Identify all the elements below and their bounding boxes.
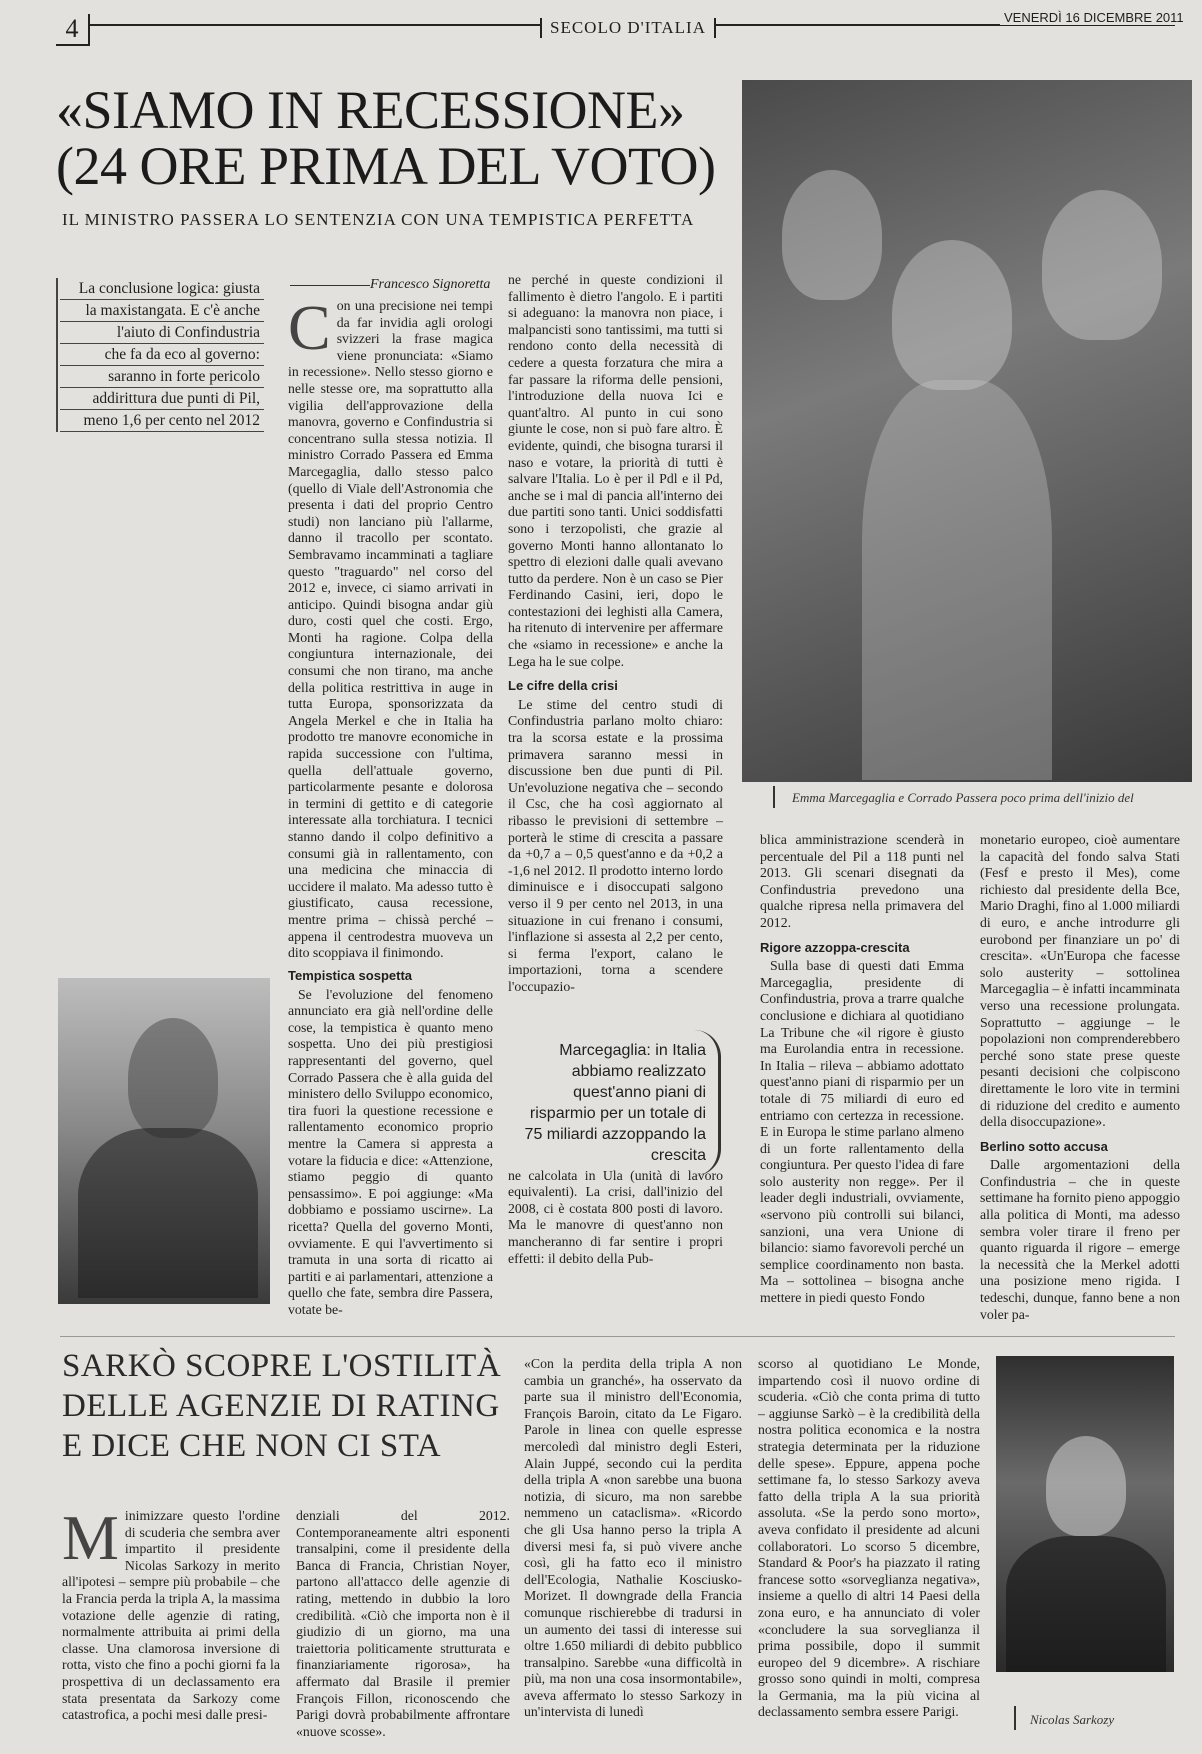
page-number: 4	[56, 14, 90, 46]
article2-column-3	[524, 1356, 742, 1746]
pull-quote-box	[60, 278, 264, 432]
paper-date: VENERDÌ 16 DICEMBRE 2011	[1000, 10, 1188, 25]
article-separator	[60, 1336, 1175, 1337]
article2-headline	[62, 1346, 512, 1466]
headline-line-1: SARKÒ SCOPRE L'OSTILITÀ	[62, 1348, 502, 1384]
photo-caption-sarkozy: Nicolas Sarkozy	[1030, 1712, 1115, 1727]
paragraph: inimizzare questo l'ordine di scuderia che sembra aver impartito il presidente Nicolas Sarkozy in merito all'ipotesi – sempre più probabile – che la Francia perda la tripla A, la massima votazione delle agenzie di rating, normalmente attribuita ai primi della classe. Una clamorosa inversione di rotta, visto che fino a pochi giorni fa la prospettiva di un declassamento era stata presentata da Sarkozy come catastrofica, a pochi mesi dalle presi-	[62, 1508, 280, 1723]
article1-subhead: IL MINISTRO PASSERA LO SENTENZIA CON UNA TEMPISTICA PERFETTA	[62, 210, 695, 229]
subheading-rigore: Rigore azzoppa-crescita	[760, 939, 910, 955]
dropcap: C	[288, 292, 331, 363]
highlight-quote: Marcegaglia: in Italia abbiamo realizzato quest'anno piani di risparmio per un totale di 75 miliardi azzoppando la crescita	[524, 1042, 706, 1164]
paragraph: on una precisione nei tempi da far invidia agli orologi svizzeri la frase magica viene pronunciata: «Siamo in recessione». Nello stesso giorno e nelle stesse ore, ma soprattutto alla vigilia dell'approvazione della manovra, governo e Confindustria si concentrano sulla stessa notizia. Il ministro Corrado Passera ed Emma Marcegaglia, dallo stesso palco (quello di Viale dell'Astronomia che presenta i dati del proprio Centro studi) non lanciano più l'allarme, danno il tracollo per scontato. Sembravamo incamminati a tagliare questo "traguardo" nel corso del 2012 e, invece, ci siamo arrivati in anticipo. Quindi bisogna andar giù duro, costi quel che costi. Ergo, Monti ha ragione. Colpa della congiuntura internazionale, dei consumi che non tirano, ma anche della politica restrittiva in auge in tutta Europa, sponsorizzata da Angela Merkel e che in Italia ha prodotto tre manovre economiche in rapida successione con l'ultima, quella dell'attuale governo, particolarmente pesante e dolorosa in termini di gettito e di categorie interessate alla torchiatura. I tecnici stanno dando il colpo definitivo a consumi già in rallentamento, con una medicina che minaccia di uccidere il malato. Ma adesso tutto è giustificato, causa recessione, mentre prima – chissà perché – appena il centrodestra muoveva un dito scoppiava il finimondo.	[288, 298, 493, 961]
pull-line: la maxistangata. E c'è anche	[60, 300, 264, 322]
article2-column-4	[758, 1356, 980, 1746]
dropcap: M	[62, 1502, 119, 1573]
paragraph: Le stime del centro studi di Confindustria parlano molto chiaro: tra la scorsa estate e la prossima primavera saranno messi in discussione ben due punti di Pil. Un'evoluzione negativa che – secondo il Csc, che ha così aggiornato al ribasso le previsioni di settembre – porterà le stime di crescita a passare da +0,7 a – 0,5 quest'anno e da +0,2 a -1,6 nel 2012. Il prodotto interno lordo diminuisce e i disoccupati salgono verso il 9 per cento nel 2013, in una situazione in cui frenano i consumi, l'inflazione si assesta al 2,2 per cento, si ferma l'export, calano le importazioni, torna a scendere l'occupazio-	[508, 696, 723, 994]
paragraph: monetario europeo, cioè aumentare la capacità del fondo salva Stati (Fesf e presto il Mes), come richiesto dal presidente della Bce, Mario Draghi, fino al 1.000 miliardi di euro, e anche introdurre gli eurobond per finanziare un po' di crescita». «Un'Europa che facesse solo austerity – sottolinea Marcegaglia – è infatti incamminata verso una recessione prolungata. Soprattutto – aggiunge – le popolazioni non comprenderebbero perché sono state prese queste pesanti decisioni che colpiscono direttamente le loro vite in termini di riduzione del credito e aumento della disoccupazione».	[980, 832, 1180, 1130]
pull-line: l'aiuto di Confindustria	[60, 322, 264, 344]
byline: Francesco Signoretta	[370, 277, 491, 292]
paragraph: ne calcolata in Ula (unità di lavoro equivalenti). La crisi, dall'inizio del 2008, ci è costata 800 posti di lavoro. Ma le manovre di quest'anno non mancheranno di far sentire i propri effetti: il debito della Pub-	[508, 1167, 723, 1266]
pull-line: saranno in forte pericolo	[60, 366, 264, 388]
headline-line-1: «SIAMO IN RECESSIONE»	[56, 80, 685, 140]
paragraph: Dalle argomentazioni della Confindustria – che in queste settimane ha fornito pieno appoggio alla politica di Monti, ma adesso sembra voler tirare il freno per quanto riguarda il rigore – emerge la necessità che la Merkel adotti una posizione meno rigida. I tedeschi, dunque, fanno bene a non voler pa-	[980, 1157, 1180, 1322]
paper-name: SECOLO D'ITALIA	[540, 18, 716, 38]
article1-column-4	[980, 832, 1180, 1322]
article1-headline	[56, 82, 736, 194]
quote-bracket	[694, 1030, 721, 1176]
subheading-cifre: Le cifre della crisi	[508, 678, 618, 694]
pull-line: meno 1,6 per cento nel 2012	[60, 410, 264, 432]
headline-line-3: E DICE CHE NON CI STA	[62, 1428, 442, 1464]
photo-marcegaglia-passera	[742, 80, 1192, 782]
paragraph: denziali del 2012. Contemporaneamente altri esponenti transalpini, come il presidente della Banca di Francia, Christian Noyer, partono all'attacco delle agenzie di rating, mettendo in dubbio la loro credibilità. «Ciò che importa non è il giudizio di un giorno, ma una traiettoria politicamente strutturata e finanziariamente rigorosa», ha affermato dal Brasile il premier François Fillon, riconoscendo che Parigi dovrà probabilmente affrontare «nuove scosse».	[296, 1508, 510, 1739]
paragraph: «Con la perdita della tripla A non cambia un granché», ha osservato da parte sua il ministro dell'Economia, François Baroin, citato da Le Figaro. Parole in linea con quelle espresse mercoledì dal ministro degli Esteri, Alain Juppé, secondo cui la perdita della tripla A «non sarebbe una buona notizia, di sicuro, ma non sarebbe nemmeno un cataclisma». «Ricordo che gli Usa hanno perso la tripla A diversi mesi fa, si può vivere anche così, gli ha fatto eco il ministro dell'Ecologia, Nathalie Kosciusko-Morizet. Il downgrade della Francia comunque rischierebbe di tradursi in un aumento dei tassi di interesse sui oltre 1.650 miliardi di debito pubblico transalpino. Sarebbe «una difficoltà in più, ma non una cosa insormontabile», aveva affermato lo stesso Sarkozy in un'intervista di lunedì	[524, 1356, 742, 1720]
pull-line: La conclusione logica: giusta	[60, 278, 264, 300]
article2-column-1	[62, 1502, 280, 1744]
paragraph: Se l'evoluzione del fenomeno annunciato era già nell'ordine delle cose, la tempistica è quanto meno sospetta. Uno dei più prestigiosi rappresentanti del governo, quel Corrado Passera che è alla guida del ministero dello Sviluppo economico, tira fuori la questione recessione e rallentamento economico proprio mentre la Camera si appresta a votare la fiducia e dice: «Attenzione, stiamo peggio di quanto pensassimo». E poi aggiunge: «Ma dobbiamo e possiamo uscirne». La ricetta? Quella del governo Monti, ovviamente. E qui l'avvertimento si tramuta in una sorta di ricatto ai partiti e ai parlamentari, attenzione a quello che fate, sembra dire Passera, votate be-	[288, 986, 493, 1317]
byline-rule	[290, 285, 370, 286]
article2-column-2	[296, 1508, 510, 1744]
paragraph: ne perché in queste condizioni il fallimento è dietro l'angolo. E i partiti si adeguano: la manovra non piace, i malpancisti sono tantissimi, ma tutti si rendono conto della necessità di cedere a questa forzatura che mira a far passare la riforma delle pensioni, l'introduzione della nuova Ici e quant'altro. Al punto in cui sono giunte le cose, non si può fare altro. È evidente, quindi, che bisogna turarsi il naso e votare, la priorità di tutti è salvare l'Italia. Lo è per il Pdl e il Pd, anche se i mal di pancia all'interno dei due partiti sono tanti. Unici soddisfatti sono i terzopolisti, che grazie al governo Monti hanno allontanato lo spettro di elezioni dalle quali avevano tutto da perdere. Non è un caso se Pier Ferdinando Casini, ieri, dopo le contestazioni dei leghisti alla Camera, ha ritenuto di intervenire per affermare che «siamo in recessione» e anche la Lega ha le sue colpe.	[508, 272, 723, 669]
subheading-berlino: Berlino sotto accusa	[980, 1138, 1108, 1154]
article1-column-3	[760, 832, 964, 1306]
article1-column-1b	[288, 960, 493, 1317]
pull-line: addirittura due punti di Pil,	[60, 388, 264, 410]
photo-sarkozy	[996, 1356, 1174, 1672]
headline-line-2: (24 ORE PRIMA DEL VOTO)	[56, 136, 716, 196]
paragraph: Sulla base di questi dati Emma Marcegaglia, presidente di Confindustria, prova a trarre qualche conclusione e dichiara al quotidiano La Tribune che «il rigore è giusto ma Eurolandia entra in recessione. In Italia – rileva – abbiamo adottato quest'anno piani di risparmio per un totale di 75 miliardi di euro ed entriamo con certezza in recessione. E in Europa le stime parlano almeno di un forte rallentamento della congiuntura. Per questo l'idea di fare solo austerity non regge». Per il leader degli industriali, ovviamente, «servono più controlli sui bilanci, sanzioni, una vera Unione di bilancio: siamo favorevoli perché un semplice coordinamento non basta. Ma – sottolinea – bisogna anche mettere in piedi questo Fondo	[760, 958, 964, 1306]
paragraph: blica amministrazione scenderà in percentuale del Pil a 118 punti nel 2013. Gli scenari disegnati da Confindustria prevedono una qualche ripresa nella primavera del 2012.	[760, 832, 964, 930]
pull-line: che fa da eco al governo:	[60, 344, 264, 366]
caption-rule	[1014, 1706, 1016, 1730]
caption-rule	[773, 786, 775, 808]
headline-line-2: DELLE AGENZIE DI RATING	[62, 1388, 500, 1424]
paragraph: scorso al quotidiano Le Monde, impartendo così il nuovo ordine di scuderia. «Ciò che conta prima di tutto – aggiunse Sarkò – è la credibilità della nostra politica economica e la nostra strategia determinata per la riduzione delle spese». Eppure, appena poche settimane fa, lo stesso Sarkozy aveva fatto della tripla A la sua priorità assoluta. «Se la perdo sono morto», aveva confidato il presidente ad alcuni collaboratori. Lo scorso 5 dicembre, Standard & Poor's ha piazzato il rating francese sotto «sorveglianza negativa», insieme a quello di altri 14 Paesi della zona euro, e ha annunciato di voler «concludere la sua sorveglianza il prima possibile, dopo il summit europeo del 9 dicembre». A rischiare grosso sono quindi in molti, compresa la Germania, ma la più vicina al declassamento sembra essere Parigi.	[758, 1356, 980, 1720]
photo-caption-main: Emma Marcegaglia e Corrado Passera poco prima dell'inizio del	[792, 790, 1134, 805]
subheading-tempistica: Tempistica sospetta	[288, 968, 413, 983]
photo-monti	[58, 978, 270, 1304]
article1-column-1	[288, 292, 493, 963]
